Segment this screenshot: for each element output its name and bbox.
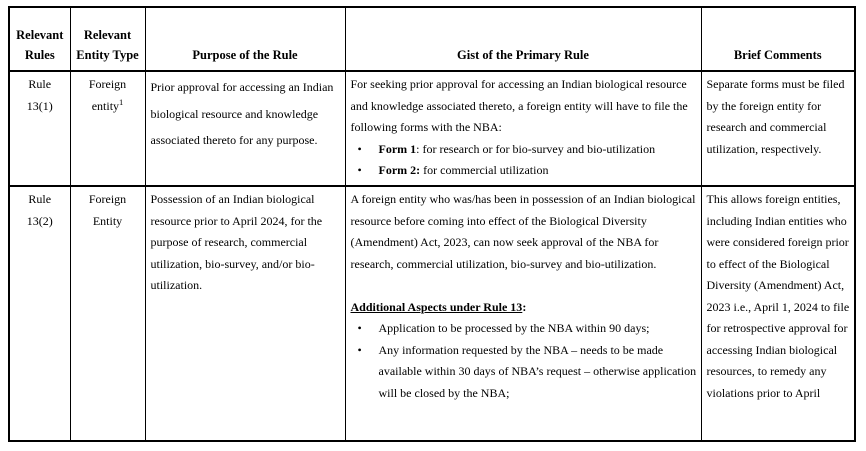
entity-line: entity$^1$: [91, 96, 124, 113]
bullet-text: : for research or for bio-survey and bio-utilization: [416, 141, 656, 156]
footnote-ref-1: 1: [119, 96, 124, 107]
rules-table: [8, 6, 856, 442]
header-relevant-entity-type: Relevant Entity Type: [70, 7, 145, 71]
bullet-text: Application to be processed by the NBA within 90 days;: [378, 321, 650, 335]
gist-intro: For seeking prior approval for accessing an Indian biological resource and knowledge associated thereto, a foreign entity will have to file the following forms with the NBA:: [350, 77, 688, 134]
header-relevant-rules: Relevant Rules: [9, 7, 70, 71]
bullet-lead: Form 1: [378, 141, 417, 156]
cell-comments: [701, 186, 855, 441]
cell-entity-type: [70, 186, 145, 441]
purpose-text: Prior approval for accessing an Indian biological resource and knowledge associated thereto for any purpose.: [150, 80, 334, 147]
gist-paragraph: A foreign entity who was/has been in possession of an Indian biological resource before coming into effect of the Biological Diversity (Amendment) Act, 2023, can now seek approval of the NBA for research, commercial utilization, bio-survey and bio-utilization.: [350, 192, 696, 271]
rule-line: 13(2): [26, 213, 53, 228]
bullet-lead: Form 2:: [378, 163, 421, 177]
header-gist: Gist of the Primary Rule: [345, 7, 701, 71]
cell-rule: [9, 186, 70, 441]
bullet-item: [351, 139, 697, 161]
cell-rule: [9, 71, 70, 186]
row-rule-13-2: [9, 186, 855, 441]
bullet-text: for commercial utilization: [420, 163, 549, 177]
header-row: [9, 7, 855, 71]
cell-gist: [345, 186, 701, 441]
header-brief-comments: Brief Comments: [701, 7, 855, 71]
bullet-text: Any information requested by the NBA – needs to be made available within 30 days of NBA’s request – otherwise application will be closed by the NBA;: [378, 342, 697, 400]
bullet-item: [351, 160, 697, 182]
comments-text: Separate forms must be filed by the foreign entity for research and commercial utilization, respectively.: [706, 77, 845, 156]
comments-text: This allows foreign entities, including Indian entities who were considered foreign prior to effect of the Biological Diversity (Amendment) Act, 2023 i.e., April 1, 2024 to file for retrospective approval for accessing Indian biological resources, to remedy any violations prior to April: [706, 192, 850, 400]
cell-gist: [345, 71, 701, 186]
header-purpose: Purpose of the Rule: [145, 7, 345, 71]
cell-purpose: [145, 71, 345, 186]
entity-line: Foreign: [88, 77, 127, 91]
rule-line: Rule: [28, 77, 52, 91]
cell-comments: [701, 71, 855, 186]
cell-entity-type: [70, 71, 145, 186]
rule-line: 13(1): [26, 98, 53, 113]
purpose-text: Possession of an Indian biological resource prior to April 2024, for the purpose of research, commercial utilization, bio-survey, and/or bio-utilization.: [150, 192, 323, 292]
entity-line: Entity: [92, 213, 123, 228]
rule-line: Rule: [28, 192, 52, 206]
bullet-item: [351, 340, 697, 405]
gist-subheading: Additional Aspects under Rule 13:: [350, 299, 527, 314]
entity-line: Foreign: [88, 192, 127, 206]
bullet-item: [351, 318, 697, 340]
cell-purpose: [145, 186, 345, 441]
row-rule-13-1: [9, 71, 855, 186]
